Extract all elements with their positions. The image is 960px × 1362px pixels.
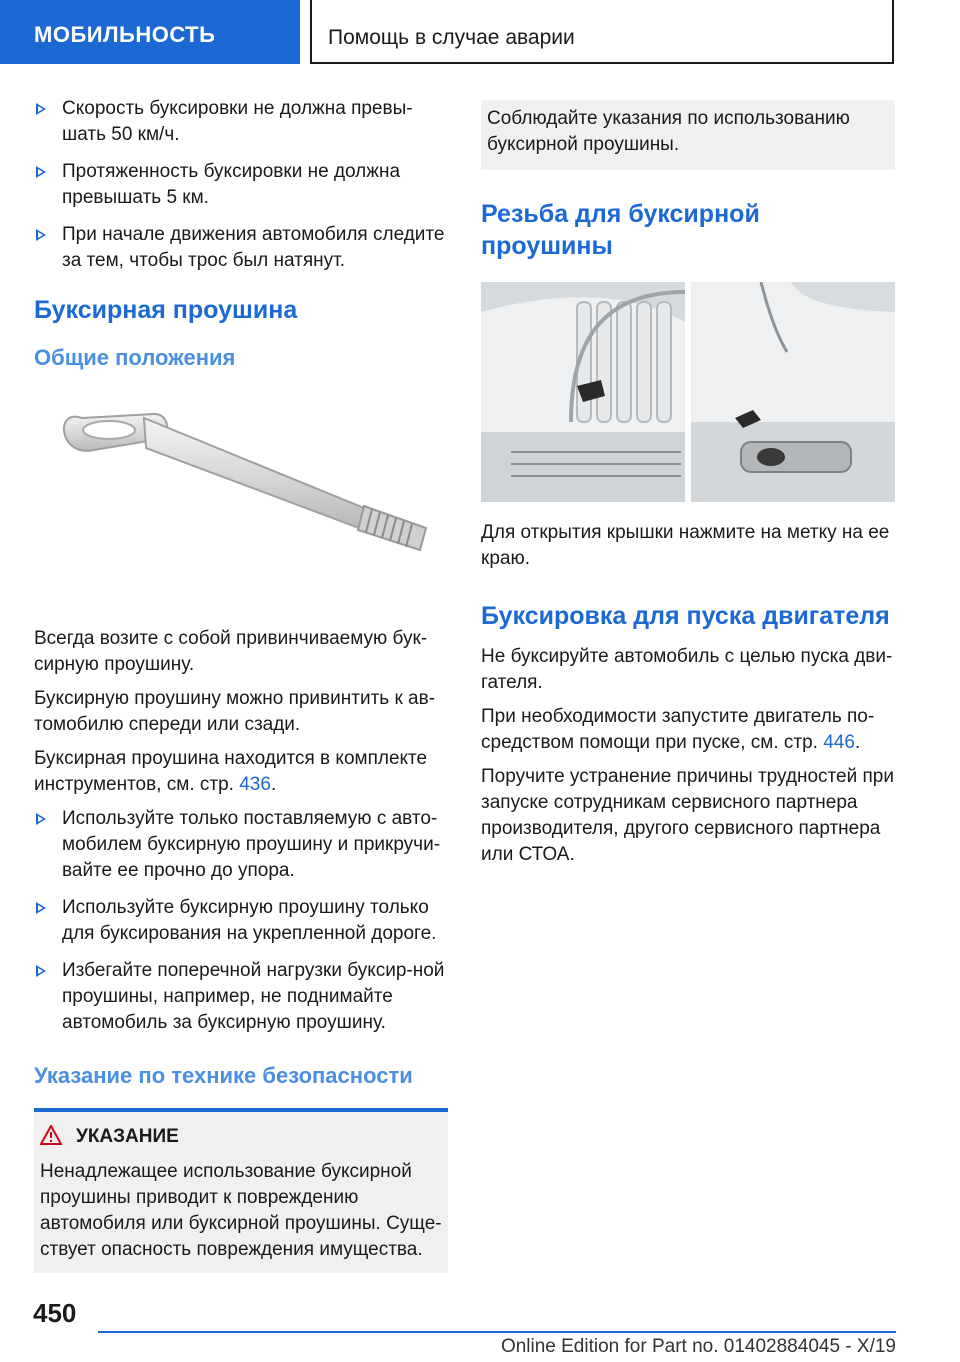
chapter-header: [310, 0, 894, 64]
list-item: Протяженность буксировки не должна превышать 5 км.: [34, 159, 448, 211]
paragraph: Для открытия крышки нажмите на метку на ее краю.: [481, 522, 890, 569]
note-title: УКАЗАНИЕ: [76, 1126, 179, 1147]
tow-eye-image: [34, 388, 448, 608]
list-item: Используйте только поставляемую с авто-мобилем буксирную проушину и прикручи-вайте ее прочно до упора.: [34, 806, 448, 884]
thread-cover-images: [481, 282, 895, 502]
list-item: Используйте буксирную проушину только для буксирования на укрепленной дороге.: [34, 895, 448, 947]
triangle-bullet-icon: [36, 103, 46, 115]
triangle-bullet-icon: [36, 965, 46, 977]
paragraph: Буксирную проушину можно привинтить к ав-томобилю спереди или сзади.: [34, 688, 436, 735]
list-item: При начале движения автомобиля следите за тем, чтобы трос был натянут.: [34, 222, 448, 274]
heading-thread: Резьба для буксирной проушины: [481, 200, 760, 260]
triangle-bullet-icon: [36, 229, 46, 241]
right-column: [481, 100, 895, 876]
list-item: Скорость буксировки не должна превы-шать 50 км/ч.: [34, 96, 448, 148]
front-bumper-photo: [481, 282, 685, 502]
note-continuation: Соблюдайте указания по использованию буксирной проушины.: [481, 100, 895, 170]
paragraph: Не буксируйте автомобиль с целью пуска дви-гателя.: [481, 646, 893, 693]
heading-safety: Указание по технике безопасности: [34, 1063, 413, 1088]
chapter-title: Помощь в случае аварии: [328, 26, 575, 49]
page-number: 450: [33, 1298, 77, 1328]
note-text: Ненадлежащее использование буксирной проушины приводит к повреждению автомобиля или буксирной проушины. Суще-ствует опасность повреждения имущества.: [40, 1161, 442, 1260]
paragraph: Буксирная проушина находится в комплекте инструментов, см. стр. 436.: [34, 748, 428, 795]
bullet-list-speed: [34, 96, 448, 274]
heading-general: Общие положения: [34, 345, 236, 370]
heading-tow-eye: Буксирная проушина: [34, 296, 298, 324]
heading-tow-start: Буксировка для пуска двигателя: [481, 602, 890, 630]
paragraph: Всегда возите с собой привинчиваемую бук-сирную проушину.: [34, 628, 428, 675]
paragraph: При необходимости запустите двигатель по-средством помощи при пуске, см. стр. 446.: [481, 706, 875, 753]
list-item: Избегайте поперечной нагрузки буксир-ной проушины, например, не поднимайте автомобиль за буксирную проушину.: [34, 958, 448, 1036]
warning-triangle-icon: [40, 1125, 62, 1153]
bullet-list-usage: [34, 806, 448, 1036]
rear-bumper-photo: [691, 282, 895, 502]
footer-divider: [98, 1331, 896, 1333]
footer-edition: Online Edition for Part no. 01402884045 - X/19: [500, 1336, 896, 1357]
triangle-bullet-icon: [36, 166, 46, 178]
section-tab[interactable]: [0, 0, 300, 64]
warning-note: [34, 1108, 448, 1273]
page-link-436[interactable]: 436: [239, 774, 271, 795]
left-column: [34, 96, 448, 1273]
section-label: МОБИЛЬНОСТЬ: [34, 22, 216, 47]
page-link-446[interactable]: 446: [823, 732, 855, 753]
tow-eye-illustration: [34, 388, 448, 608]
triangle-bullet-icon: [36, 813, 46, 825]
paragraph: Поручите устранение причины трудностей при запуске сотрудникам сервисного партнера производителя, другого сервисного партнера или СТОА.: [481, 766, 894, 865]
triangle-bullet-icon: [36, 902, 46, 914]
